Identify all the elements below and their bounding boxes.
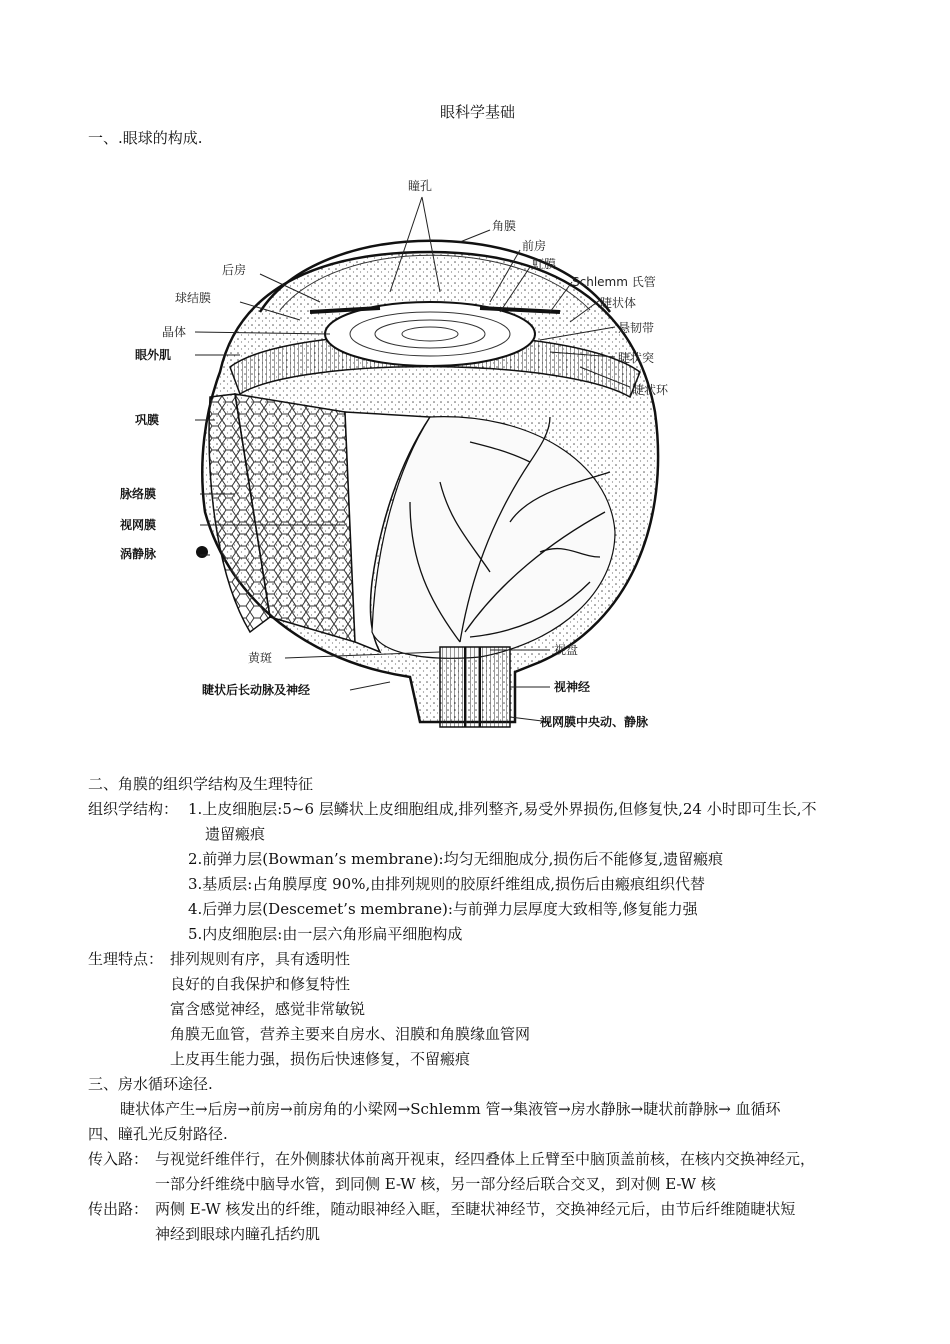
label-central-vessels: 视网膜中央动、静脉 bbox=[540, 715, 649, 729]
label-cornea: 角膜 bbox=[492, 219, 517, 233]
section-heading-1: 一、.眼球的构成. bbox=[88, 129, 203, 147]
eyeball-diagram bbox=[110, 162, 750, 767]
label-lens: 晶体 bbox=[162, 325, 187, 339]
label-pupil: 瞳孔 bbox=[408, 179, 433, 193]
section-heading-2: 二、角膜的组织学结构及生理特征 bbox=[88, 775, 314, 793]
page-title: 眼科学基础 bbox=[440, 103, 516, 121]
label-sclera: 巩膜 bbox=[135, 413, 160, 427]
label-optic-nerve: 视神经 bbox=[554, 680, 591, 694]
section-heading-3: 三、房水循环途径. bbox=[88, 1075, 213, 1093]
label-schlemm: Schlemm 氏管 bbox=[572, 275, 656, 289]
label-extraocular-muscle: 眼外肌 bbox=[135, 348, 172, 362]
histology-item-2: 2.前弹力层(Bowman’s membrane):均匀无细胞成分,损伤后不能修复,遗留瘢痕 bbox=[188, 850, 724, 868]
histology-item-3: 3.基质层:占角膜厚度 90%,由排列规则的胶原纤维组成,损伤后由瘢痕组织代替 bbox=[188, 875, 706, 893]
histology-item-1-cont: 遗留瘢痕 bbox=[205, 825, 266, 843]
afferent-text: 与视觉纤维伴行，在外侧膝状体前离开视束，经四叠体上丘臂至中脑顶盖前核，在核内交换神经元， bbox=[155, 1150, 816, 1168]
label-anterior-chamber: 前房 bbox=[522, 239, 547, 253]
physiology-feature-2: 良好的自我保护和修复特性 bbox=[170, 975, 351, 993]
afferent-label: 传入路： bbox=[88, 1150, 149, 1168]
histology-label: 组织学结构： bbox=[88, 800, 179, 818]
label-zonule: 悬韧带 bbox=[618, 321, 655, 335]
label-macula: 黄斑 bbox=[248, 651, 273, 665]
physiology-feature-3: 富含感觉神经，感觉非常敏锐 bbox=[170, 1000, 366, 1018]
label-iris: 虹膜 bbox=[532, 257, 557, 271]
histology-item-5: 5.内皮细胞层:由一层六角形扁平细胞构成 bbox=[188, 925, 463, 943]
physiology-feature-1: 排列规则有序，具有透明性 bbox=[170, 950, 351, 968]
label-posterior-ciliary: 睫状后长动脉及神经 bbox=[202, 683, 311, 697]
afferent-text-cont: 一部分纤维绕中脑导水管，到同侧 E-W 核，另一部分经后联合交叉，到对侧 E-W 核 bbox=[155, 1175, 716, 1193]
efferent-label: 传出路： bbox=[88, 1200, 149, 1218]
section-heading-4: 四、瞳孔光反射路径. bbox=[88, 1125, 228, 1143]
label-bulbar-conjunctiva: 球结膜 bbox=[175, 291, 212, 305]
efferent-text-cont: 神经到眼球内瞳孔括约肌 bbox=[155, 1225, 321, 1243]
optic-nerve-shape bbox=[440, 647, 510, 727]
label-retina: 视网膜 bbox=[120, 518, 157, 532]
efferent-text: 两侧 E-W 核发出的纤维，随动眼神经入眶，至睫状神经节，交换神经元后，由节后纤维随睫状短 bbox=[155, 1200, 796, 1218]
label-posterior-chamber: 后房 bbox=[222, 263, 247, 277]
vortex-vein-shape bbox=[196, 546, 208, 558]
physiology-label: 生理特点： bbox=[88, 950, 164, 968]
label-ciliary-body: 睫状体 bbox=[600, 296, 637, 310]
label-ciliary-ring: 睫状环 bbox=[632, 383, 669, 397]
label-optic-disc: 视盘 bbox=[554, 643, 579, 657]
aqueous-path: 睫状体产生→后房→前房→前房角的小梁网→Schlemm 管→集液管→房水静脉→睫状前静脉→ 血循环 bbox=[120, 1100, 781, 1118]
lens-shape bbox=[325, 302, 535, 366]
histology-item-1: 1.上皮细胞层:5~6 层鳞状上皮细胞组成,排列整齐,易受外界损伤,但修复快,24 小时即可生长,不 bbox=[188, 800, 817, 818]
physiology-feature-5: 上皮再生能力强，损伤后快速修复，不留瘢痕 bbox=[170, 1050, 471, 1068]
label-ciliary-process: 睫状突 bbox=[618, 351, 655, 365]
label-vortex-vein: 涡静脉 bbox=[120, 547, 157, 561]
physiology-feature-4: 角膜无血管，营养主要来自房水、泪膜和角膜缘血管网 bbox=[170, 1025, 531, 1043]
histology-item-4: 4.后弹力层(Descemet’s membrane):与前弹力层厚度大致相等,修复能力强 bbox=[188, 900, 698, 918]
label-choroid: 脉络膜 bbox=[120, 487, 157, 501]
